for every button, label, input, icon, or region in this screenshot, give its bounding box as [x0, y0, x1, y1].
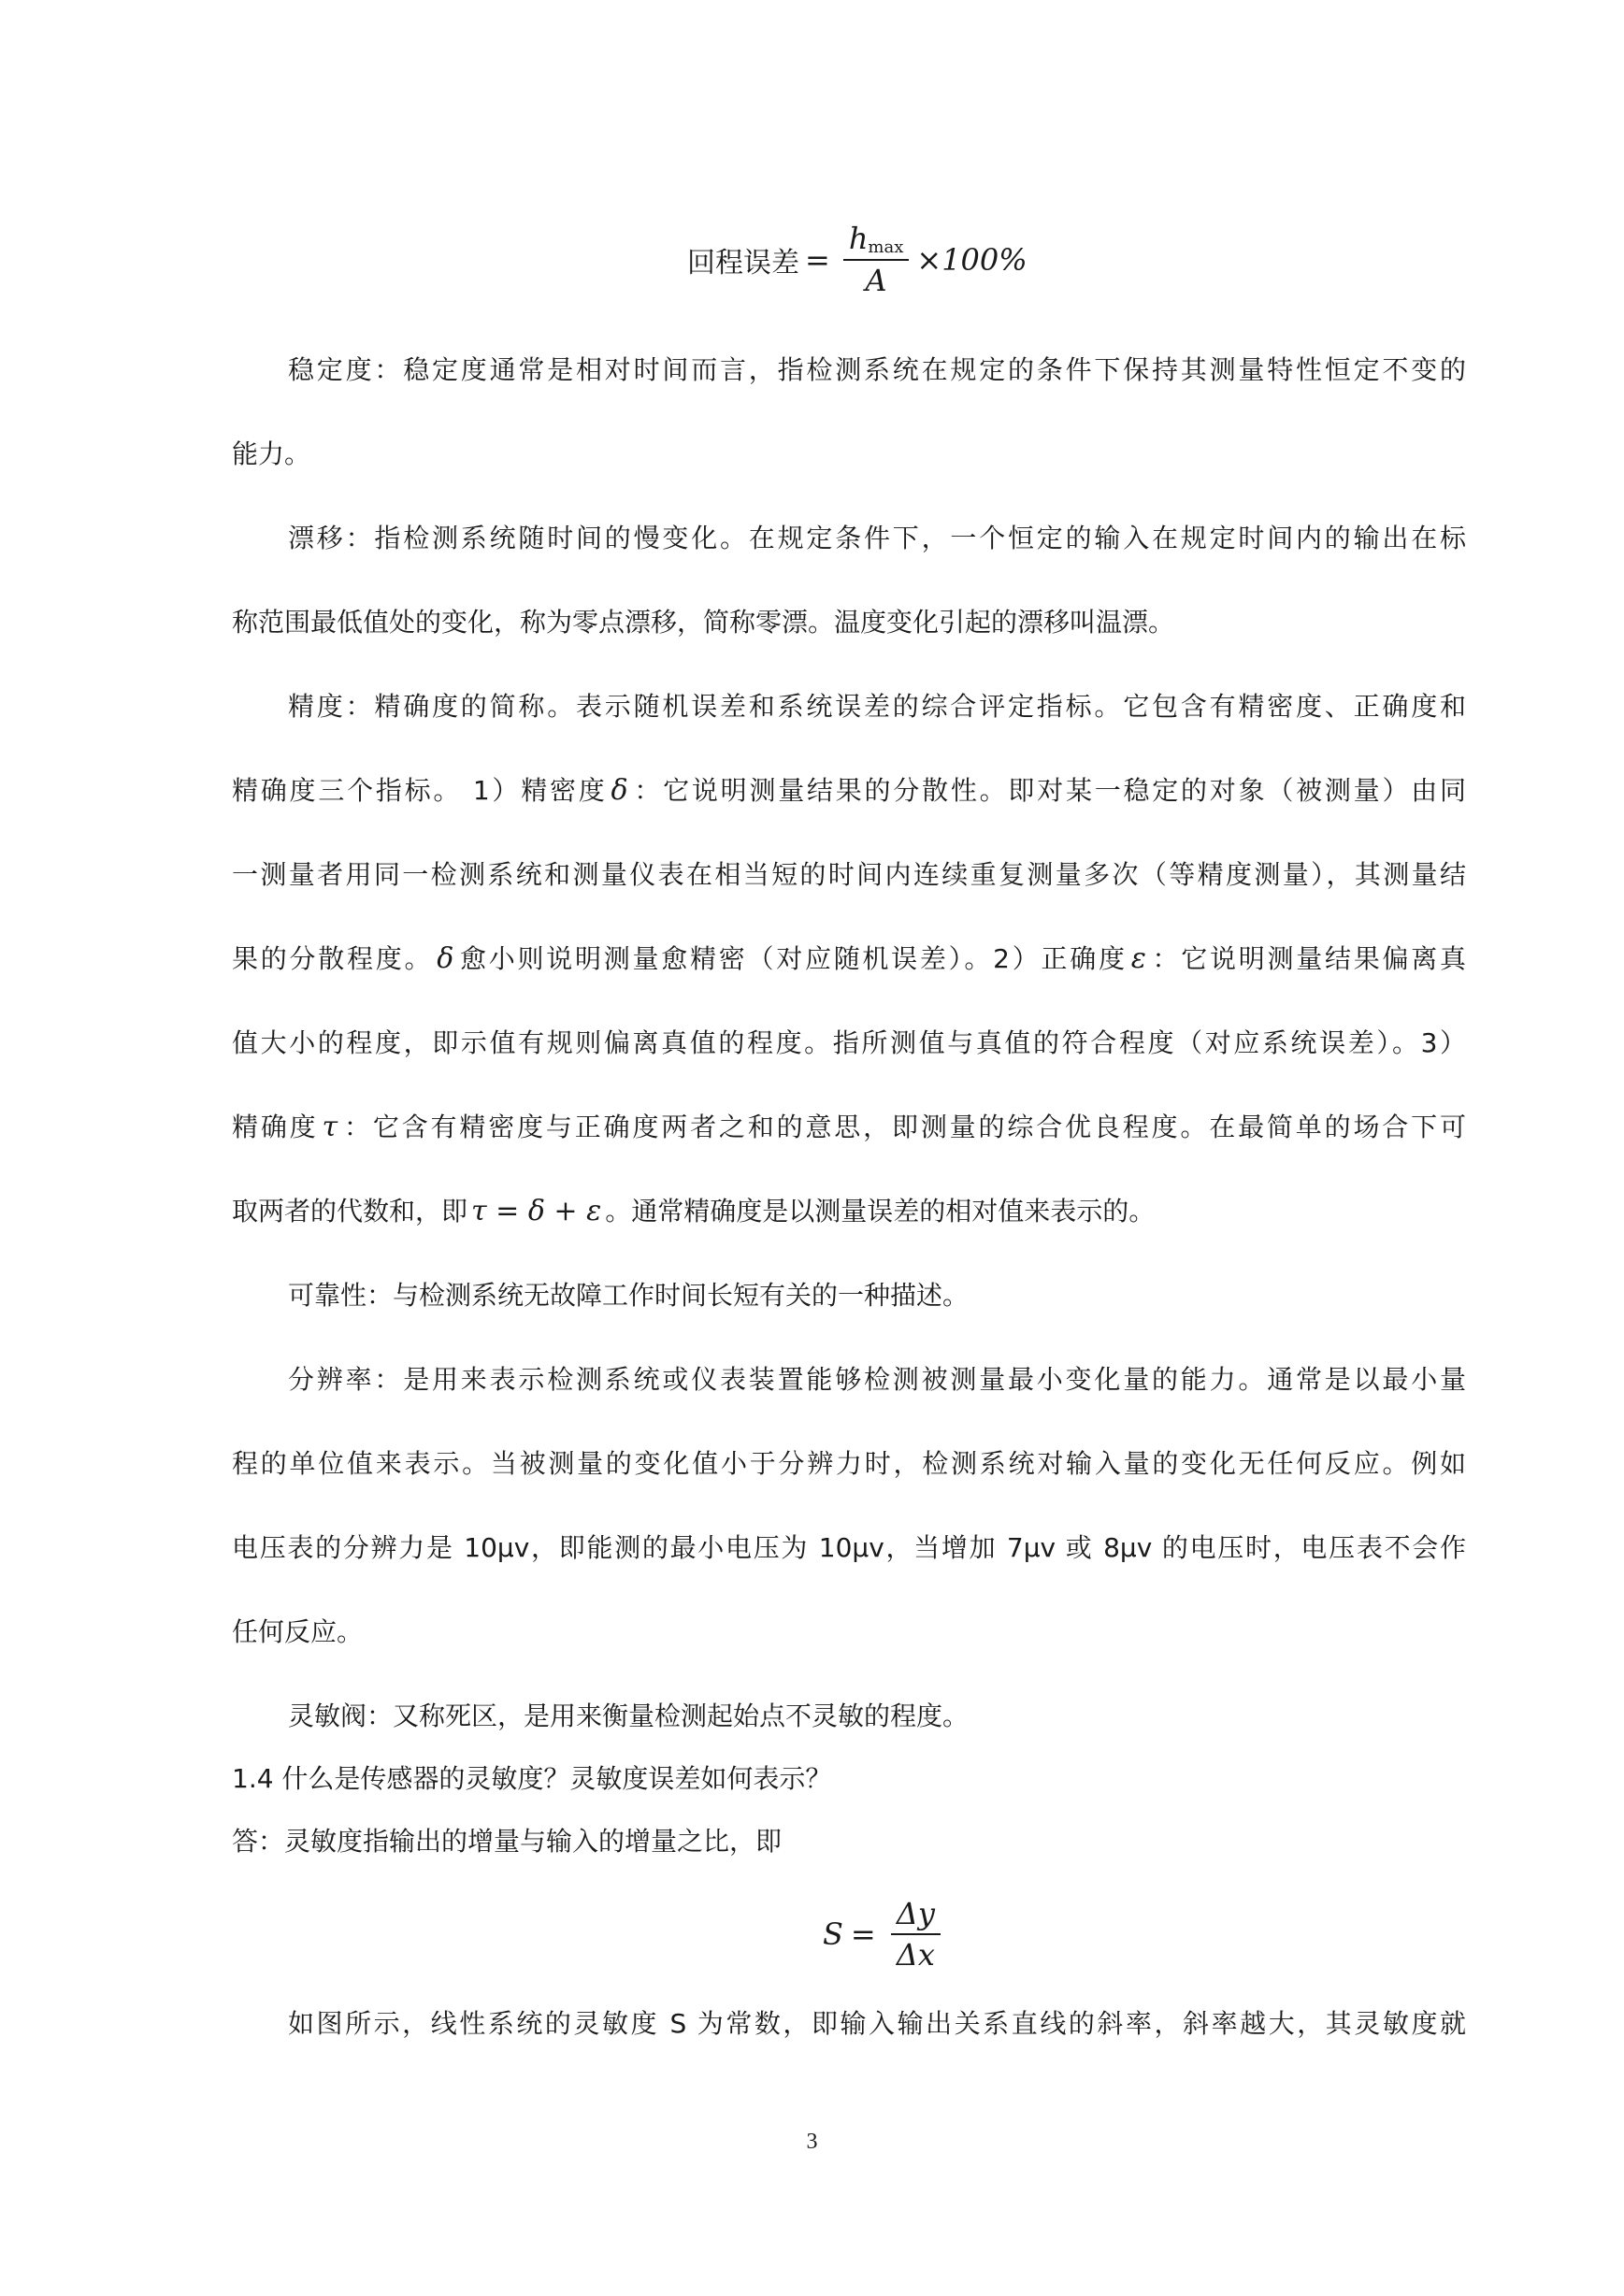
formula-label: 回程误差 — [687, 246, 799, 280]
paragraph-line: 能力。 — [232, 438, 311, 469]
formula-hysteresis-error — [687, 221, 1028, 298]
paragraph-line: 任何反应。 — [232, 1616, 364, 1647]
answer-line: 答：灵敏度指输出的增量与输入的增量之比，即 — [232, 1826, 783, 1857]
formula-denominator: Δx — [896, 1937, 935, 1973]
paragraph-line: 一测量者用同一检测系统和测量仪表在相当短的时间内连续重复测量多次（等精度测量），其测量结 — [232, 859, 1466, 890]
paragraph-line: 稳定度：稳定度通常是相对时间而言，指检测系统在规定的条件下保持其测量特性恒定不变的 — [288, 354, 1466, 385]
paragraph-line: 程的单位值来表示。当被测量的变化值小于分辨力时，检测系统对输入量的变化无任何反应。例如 — [232, 1448, 1466, 1479]
tau-symbol: τ — [322, 1111, 338, 1143]
formula-sensitivity — [823, 1896, 948, 1973]
delta-symbol: δ — [437, 942, 454, 975]
paragraph-line: 精确度三个指标。 1）精密度 δ ：它说明测量结果的分散性。即对某一稳定的对象（被测量）由同 — [232, 772, 1466, 810]
paragraph-line: 取两者的代数和，即 τ = δ + ε 。通常精确度是以测量误差的相对值来表示的。 — [232, 1193, 1466, 1230]
paragraph-line: 精度：精确度的简称。表示随机误差和系统误差的综合评定指标。它包含有精密度、正确度和 — [288, 691, 1466, 722]
section-question: 1.4 什么是传感器的灵敏度？灵敏度误差如何表示？ — [232, 1763, 832, 1794]
formula-numerator: $h_{max}$ — [843, 221, 910, 261]
paragraph-line: 灵敏阀：又称死区，是用来衡量检测起始点不灵敏的程度。 — [288, 1700, 970, 1731]
epsilon-symbol: ε — [1130, 942, 1146, 975]
inline-formula: τ = δ + ε — [471, 1195, 602, 1227]
formula-lhs: S — [823, 1916, 843, 1952]
delta-symbol: δ — [611, 774, 628, 807]
formula-tail: ×100% — [916, 241, 1028, 278]
paragraph-line: 漂移：指检测系统随时间的慢变化。在规定条件下，一个恒定的输入在规定时间内的输出在标 — [288, 523, 1466, 553]
formula-equals: = — [850, 1916, 876, 1952]
paragraph-line: 电压表的分辨力是 10μv，即能测的最小电压为 10μv，当增加 7μv 或 8μv 的电压时，电压表不会作 — [232, 1532, 1466, 1563]
paragraph-line: 分辨率：是用来表示检测系统或仪表装置能够检测被测量最小变化量的能力。通常是以最小量 — [288, 1364, 1466, 1395]
formula-numerator: Δy — [891, 1896, 941, 1935]
paragraph-line: 可靠性：与检测系统无故障工作时间长短有关的一种描述。 — [288, 1280, 970, 1311]
paragraph-line: 称范围最低值处的变化，称为零点漂移，简称零漂。温度变化引起的漂移叫温漂。 — [232, 607, 1175, 638]
page-number: 3 — [806, 2130, 818, 2154]
formula-fraction — [891, 1896, 941, 1973]
formula-denominator: A — [865, 263, 887, 298]
paragraph-line: 精确度 τ ：它含有精密度与正确度两者之和的意思，即测量的综合优良程度。在最简单的场合下可 — [232, 1109, 1466, 1146]
formula-fraction — [843, 221, 910, 298]
formula-equals: = — [805, 241, 830, 278]
paragraph-line: 果的分散程度。 δ 愈小则说明测量愈精密（对应随机误差）。2）正确度 ε ：它说明测量结果偏离真 — [232, 940, 1466, 978]
paragraph-line: 值大小的程度，即示值有规则偏离真值的程度。指所测值与真值的符合程度（对应系统误差）。3） — [232, 1027, 1466, 1058]
paragraph-line: 如图所示，线性系统的灵敏度 S 为常数，即输入输出关系直线的斜率，斜率越大，其灵敏度就 — [288, 2008, 1466, 2039]
